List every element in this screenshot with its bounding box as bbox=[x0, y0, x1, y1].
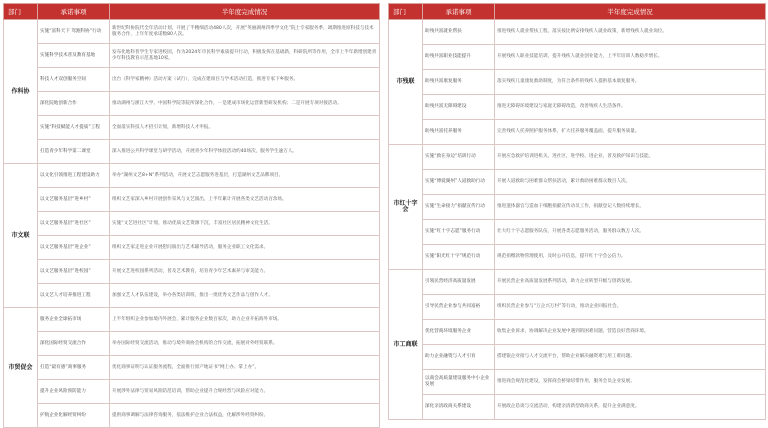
status-cell: 开展政企恳谈与交流活动，构建亲清新型政商关系，提升企业满意度。 bbox=[495, 395, 766, 420]
item-cell: 实施“红十字志愿”服务行动 bbox=[423, 220, 495, 245]
table-row bbox=[4, 164, 380, 188]
item-cell: 助残共富托养服务 bbox=[423, 120, 495, 145]
status-cell: 新世纪科协院代全年活动计划，开展了半精细活动480人次，开展“英丽湖州四季学文化”院士专家服务季，调期推进原科技与技术服务合作，上年年度承诺数80人次。 bbox=[110, 20, 380, 44]
table-row bbox=[4, 380, 380, 404]
status-cell: 全面落实科技人才招引计划，新增科技人才申报。 bbox=[110, 116, 380, 140]
left-table bbox=[3, 3, 380, 428]
table-row bbox=[4, 404, 380, 428]
table-row bbox=[389, 95, 766, 120]
table-row bbox=[389, 270, 766, 295]
table-row bbox=[389, 220, 766, 245]
status-cell: 开展残疾人职业技能培训，提升残疾人就业创业能力，上半年培训人数稳步增长。 bbox=[495, 45, 766, 70]
header-status: 半年度完成情况 bbox=[495, 4, 766, 20]
table-row bbox=[4, 20, 380, 44]
table-row bbox=[389, 195, 766, 220]
status-cell: 推进无障碍环境建设与家庭无障碍改造，改善残疾人生活条件。 bbox=[495, 95, 766, 120]
item-cell: 助力企业融资与人才引育 bbox=[423, 345, 495, 370]
dept-cell: 市红十字会 bbox=[389, 145, 423, 270]
table-row bbox=[389, 395, 766, 420]
status-cell: 发布化地科普学生专家进校园，作为2024年市民科学素质提升行动，积极发挥在基础新，科研院所等作用，全市上半年新增创建青少年科技教育示范基地10家。 bbox=[110, 44, 380, 68]
status-cell: 推进商会规范化建设，发挥商会桥梁纽带作用，服务会员企业发展。 bbox=[495, 370, 766, 395]
item-cell: 实施科学技术普及教育基地 bbox=[38, 44, 110, 68]
status-cell: 上半年组织企业参加境内外展会，累计服务企业数百家次，助力企业开拓海外市场。 bbox=[110, 308, 380, 332]
status-cell: 开展应急救护培训进机关、进社区、进学校、进企业，普及救护知识与技能。 bbox=[495, 145, 766, 170]
status-cell: 开展民营企业高质量发展系列活动，助力企业转型升级与创新发展。 bbox=[495, 270, 766, 295]
dept-cell: 市文联 bbox=[4, 164, 38, 308]
status-cell: 搭建银企对接与人才交流平台，帮助企业解决融资难与用工难问题。 bbox=[495, 345, 766, 370]
item-cell: 服务企业全球拓市场 bbox=[38, 308, 110, 332]
item-cell: 打造青少年科学第二课堂 bbox=[38, 140, 110, 164]
item-cell: 实施“科技赋能人才提质”工程 bbox=[38, 116, 110, 140]
right-table bbox=[388, 3, 766, 420]
table-row bbox=[4, 356, 380, 380]
status-cell: 举办“湖州文艺8+N”系列活动，开展文艺志愿服务进基层，打造湖州文艺品牌项目。 bbox=[110, 164, 380, 188]
header-dept: 部门 bbox=[4, 4, 38, 20]
item-cell: 打造“最有感”商事服务 bbox=[38, 356, 110, 380]
status-cell: 组织文艺家深入乡村开展创作采风与文艺演出，上半年累计开展各类文艺活动百余场。 bbox=[110, 188, 380, 212]
item-cell: 引领民营经济高质量发展 bbox=[423, 270, 495, 295]
status-cell: 组织民营企业参与“万企兴万村”等行动，推动企业回报社会。 bbox=[495, 295, 766, 320]
table-row bbox=[389, 145, 766, 170]
status-cell: 开展人道救助与困难群众帮扶活动，累计救助困难群众数百人次。 bbox=[495, 170, 766, 195]
item-cell: 助残共富就业帮扶 bbox=[423, 20, 495, 45]
item-cell: 助残共富康复服务 bbox=[423, 70, 495, 95]
item-cell: 护航企业化解经贸纠纷 bbox=[38, 404, 110, 428]
item-cell: 实施“富科天下 驾跑科协”行动 bbox=[38, 20, 110, 44]
dept-cell: 作科协 bbox=[4, 20, 38, 164]
item-cell: 深化院地创新合作 bbox=[38, 92, 110, 116]
status-cell: 优化商事证明与认证服务流程，全面推行原产地证书“网上办、掌上办”。 bbox=[110, 356, 380, 380]
item-cell: 以商会高质量建设服务中小企业发展 bbox=[423, 370, 495, 395]
item-cell: 实施“救在身边”培训行动 bbox=[423, 145, 495, 170]
table-row bbox=[389, 70, 766, 95]
item-cell: 助残共富职业技能提升 bbox=[423, 45, 495, 70]
table-row bbox=[4, 260, 380, 284]
item-cell: 实施“博爱湖州”人道救助行动 bbox=[423, 170, 495, 195]
table-row bbox=[389, 295, 766, 320]
status-cell: 规范捐赠款物管理使用，及时公开信息，提升红十字会公信力。 bbox=[495, 245, 766, 270]
item-cell: 以文艺服务基层“进企业” bbox=[38, 236, 110, 260]
item-cell: 提升企业风险预防能力 bbox=[38, 380, 110, 404]
item-cell: 助残共富无障碍建设 bbox=[423, 95, 495, 120]
table-row bbox=[389, 20, 766, 45]
item-cell: 深化亲清政商关系建设 bbox=[423, 395, 495, 420]
status-cell: 举办国际经贸交流活动，推动与境外商协会机构的合作交流，拓展对外经贸联系。 bbox=[110, 332, 380, 356]
table-row bbox=[4, 236, 380, 260]
header-item: 承诺事项 bbox=[423, 4, 495, 20]
item-cell: 实施“阳光红十字”规范行动 bbox=[423, 245, 495, 270]
status-cell: 推进残疾人就业帮扶工程，落实按比例安排残疾人就业政策，新增残疾人就业岗位。 bbox=[495, 20, 766, 45]
header-dept: 部门 bbox=[389, 4, 423, 20]
status-cell: 开展涉外法律与贸易风险防范培训，帮助企业提升合规经营与风险应对能力。 bbox=[110, 380, 380, 404]
table-row bbox=[389, 345, 766, 370]
status-cell: 加强文艺人才队伍建设，举办各类培训班，推出一批优秀文艺作品与创作人才。 bbox=[110, 284, 380, 308]
item-cell: 以文化引领推进工程建设助力 bbox=[38, 164, 110, 188]
status-cell: 推进遗体器官与造血干细胞捐献宣传动员工作，捐献登记人数持续增长。 bbox=[495, 195, 766, 220]
item-cell: 以文艺服务基层“进社区” bbox=[38, 212, 110, 236]
table-row bbox=[4, 332, 380, 356]
item-cell: 深化国际经贸交流合作 bbox=[38, 332, 110, 356]
table-row bbox=[389, 170, 766, 195]
header-item: 承诺事项 bbox=[38, 4, 110, 20]
status-cell: 出台《科学家精神》活动方案（试行），完成在建项目与学术活动打造，推进专家下乡服务。 bbox=[110, 68, 380, 92]
left-header-row bbox=[4, 4, 380, 20]
table-row bbox=[4, 308, 380, 332]
right-header-row bbox=[389, 4, 766, 20]
table-row bbox=[4, 68, 380, 92]
table-row bbox=[4, 44, 380, 68]
dept-cell: 市残联 bbox=[389, 20, 423, 145]
status-cell: 组织文艺家走进企业开展慰问演出与艺术辅导活动，服务企业职工文化需求。 bbox=[110, 236, 380, 260]
table-row bbox=[389, 245, 766, 270]
item-cell: 以文艺服务基层“进乡村” bbox=[38, 188, 110, 212]
status-cell: 推动湖州与浙江大学、中国科学院等院所深化合作，一是建成市场化运营新型研发机构；二是开展专项对接活动。 bbox=[110, 92, 380, 116]
item-cell: 实施“生命接力”捐献宣传行动 bbox=[423, 195, 495, 220]
right-body bbox=[389, 20, 766, 420]
status-cell: 深入推进公共科学课堂与研学活动，开展青少年科学体验活动约40场次，服务学生逾万人。 bbox=[110, 140, 380, 164]
status-cell: 实施“文艺进社区”计划，推动优质文艺资源下沉，丰富社区居民精神文化生活。 bbox=[110, 212, 380, 236]
left-body bbox=[4, 20, 380, 428]
item-cell: 以文艺服务基层“进校园” bbox=[38, 260, 110, 284]
table-row bbox=[389, 320, 766, 345]
status-cell: 壮大红十字志愿服务队伍，开展各类志愿服务活动，服务群众数万人次。 bbox=[495, 220, 766, 245]
table-row bbox=[389, 120, 766, 145]
dept-cell: 市工商联 bbox=[389, 270, 423, 420]
table-row bbox=[4, 188, 380, 212]
table-row bbox=[4, 284, 380, 308]
item-cell: 引导民营企业参与共同富裕 bbox=[423, 295, 495, 320]
table-row bbox=[4, 116, 380, 140]
status-cell: 收集企业诉求，协调解决企业发展中遇到的困难问题，营造良好营商环境。 bbox=[495, 320, 766, 345]
status-cell: 完善残疾人托养照护服务体系，扩大托养服务覆盖面，提升服务质量。 bbox=[495, 120, 766, 145]
item-cell: 科技人才双创服务空间 bbox=[38, 68, 110, 92]
table-row bbox=[4, 92, 380, 116]
header-status: 半年度完成情况 bbox=[110, 4, 380, 20]
table-row bbox=[4, 212, 380, 236]
table-row bbox=[389, 45, 766, 70]
status-cell: 开展文艺进校园系列活动，普及艺术教育，培育青少年艺术素养与审美能力。 bbox=[110, 260, 380, 284]
item-cell: 以文艺人才培养推进工程 bbox=[38, 284, 110, 308]
status-cell: 落实残疾儿童康复救助制度，为符合条件的残疾人提供基本康复服务。 bbox=[495, 70, 766, 95]
table-row bbox=[389, 370, 766, 395]
dept-cell: 市贸促会 bbox=[4, 308, 38, 428]
status-cell: 提供商事调解与法律咨询服务，依法维护企业合法权益，化解涉外经贸纠纷。 bbox=[110, 404, 380, 428]
item-cell: 优化营商环境服务企业 bbox=[423, 320, 495, 345]
table-row bbox=[4, 140, 380, 164]
